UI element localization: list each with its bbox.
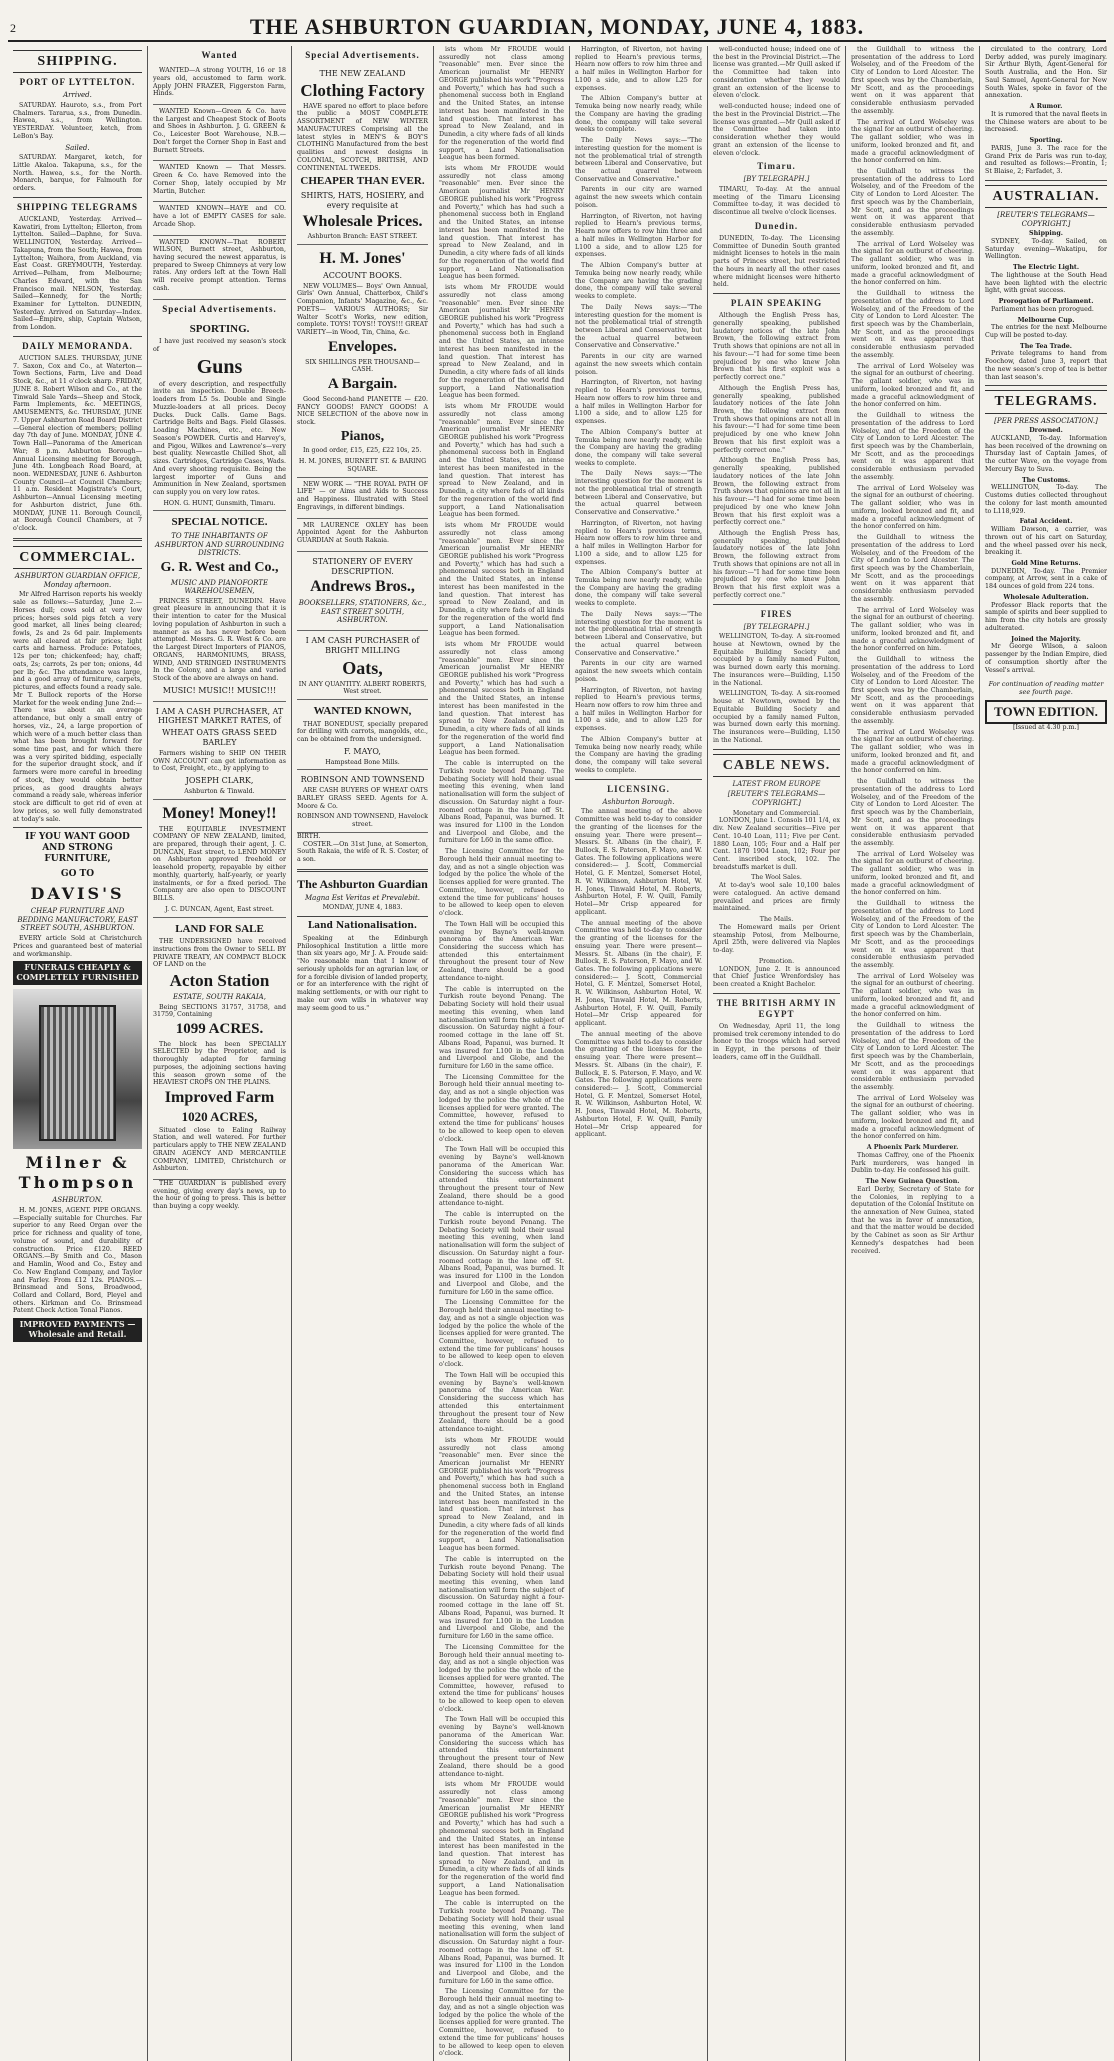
milner-subhead: ASHBURTON.: [52, 1196, 103, 1205]
melbourne-cup-text: The entries for the next Melbourne Cup will be posted to-day.: [985, 324, 1107, 339]
jones-ad: [297, 245, 428, 478]
column-2: [148, 46, 292, 2061]
mails-heading: The Mails.: [759, 916, 794, 924]
column-4: [434, 46, 570, 2061]
drowned-heading: Drowned.: [1029, 427, 1063, 435]
adulteration-heading: Wholesale Adulteration.: [1003, 593, 1089, 601]
tea-trade-heading: The Tea Trade.: [1020, 342, 1072, 350]
wanted-ad: [153, 105, 286, 161]
guardian-motto: Magna Est Veritas et Prevalebit.: [304, 893, 421, 902]
licensing-text: The annual meeting of the above Committee was held to-day to consider the granting of the licenses for the ensuing year. There were present—Messrs. St. Albans (in the chair), F. Bullock, E. S. Paterson, F. Mayo, and W. Gates. The following applications were considered:— J. Scott, Commercial Hotel, G. F. Mentzel, Somerset Hotel, R. W. Wilkinson, Ashburton Hotel, W. H. Jones, Tinwald Hotel, M. Roberts, Ashburton Hotel, F. W. Quill, Family Hotel—Mr Crisp appeared for applicant.: [575, 808, 702, 916]
continuation-note: For continuation of reading matter see fourth page.: [988, 680, 1104, 697]
money-ad: [153, 800, 286, 918]
editorial-text: ists whom Mr FROUDE would assuredly not class among "reasonable" men. Ever since the American journalist Mr HENRY GEORGE published his work "Progress and Poverty," which has had such a phenomenal success both in England and the United States, an intense interest has been manifested in the land question. That interest has spread to New Zealand, and in Dunedin, a city where fads of all kinds for the regeneration of the world find support, a Land Nationalisation League has been formed.: [439, 46, 564, 162]
licensing-continued: well-conducted house; indeed one of the best in the Provincial District.—The license was granted.—Mr Quill asked if the Committee had taken into consideration whether they would grant an extension of the license to eleven o'clock.: [713, 46, 840, 100]
aus-shipping-heading: Shipping.: [1029, 230, 1063, 238]
special-notice-title: SPECIAL NOTICE.: [171, 516, 268, 529]
borough-subhead: Ashburton Borough.: [602, 797, 675, 806]
fires-text: WELLINGTON, To-day. A six-roomed house at Newtown, owned by the Equitable Building Society and occupied by a family named Fulton, was burned down early this morning. The insurances were—Building, L150 in the National.: [713, 690, 840, 744]
guildhall-text: the Guildhall to witness the presentation of the address to Lord Wolseley, and of the Freedom of the City of London to Lord Alcester. The first speech was by the Chamberlain, Mr Scott, and as the proceedings went on it was apparent that considerable enthusiasm pervaded the assembly.: [851, 46, 974, 115]
jones-title: H. M. Jones': [319, 250, 406, 268]
west-subhead: MUSIC AND PIANOFORTE WAREHOUSEMEN,: [170, 578, 269, 596]
cash-text: Farmers wishing to SHIP ON THEIR OWN ACCOUNT can get information as to Cost, Freight, etc., by applying to: [153, 749, 286, 773]
news-item: Harrington, of Riverton, not having replied to Hearn's previous terms, Hearn now offers to row him three and a half miles in Wellington Harbor for L100 a side, and to allow L25 for expenses.: [575, 519, 702, 566]
news-item: The Daily News says:—"The interesting question for the moment is not the problematical trial of strength between Liberal and Conservative, but the actual quarrel between Conservative and Conservative.": [575, 303, 702, 350]
phoenix-park-text: Thomas Caffrey, one of the Phoenix Park murderers, was hanged in Dublin to-day. He confessed his guilt.: [851, 1151, 974, 1175]
column-7: [846, 46, 980, 2061]
news-item: The Albion Company's butter at Temuka being now nearly ready, while the Company are having the grading done, the company will take several weeks to complete.: [575, 428, 702, 467]
news-item: The cable is interrupted on the Turkish route beyond Penang. The Debating Society will hold their usual meeting this evening, when land nationalisation will form the subject of discussion. On Saturday night a four-roomed cottage in the lane off St. Albans Road, Papanui, was burned. It was insured for L100 in the London and Liverpool and Globe, and the furniture for L60 in the same office.: [439, 1900, 564, 1985]
oxley-text: MR LAURENCE OXLEY has been Appointed Agent for the Ashburton GUARDIAN at South Rakaia.: [297, 521, 428, 545]
memoranda-text: AUCTION SALES. THURSDAY, JUNE 7. Saxon, Cox and Co., at Waterton—Town Sections, Farm, Live and Dead Stock, &c., at 11 o'clock sharp. FRIDAY, JUNE 8. Robert Wilson and Co., at the Tinwald Sale Yards—Sheep and Stock, Farm Implements, &c. MEETINGS, AMUSEMENTS, &c. THURSDAY, JUNE 7. Upper Ashburton Road Board District—General election of members; polling day 7th day of June. MONDAY, JUNE 4. Town Hall—Panorama of the American War; 8 p.m. Ashburton Borough—Annual Licensing meeting for Borough, June 4th. Longbeach Road Board, at noon. WEDNESDAY, JUNE 6. Ashburton County Council—at Council Chambers; 11 a.m. Resident Magistrate's Court, Ashburton—Annual Licensing meeting for Ashburton district, June 6th. MONDAY, JUNE 11. Borough Council, at Borough Council Chambers, at 7 o'clock.: [13, 354, 142, 533]
acres-figure: 1099 ACRES.: [175, 1020, 264, 1037]
guardian-nameplate: The Ashburton Guardian: [297, 876, 428, 891]
arrived-text: SATURDAY. Hauroto, s.s., from Port Chalmers. Tararua, s.s., from Dunedin. Hawea, s.s., from Wellington. YESTERDAY. Volunteer, ketch, from LeBon's Bay.: [13, 101, 142, 140]
guildhall-text: the Guildhall to witness the presentation of the address to Lord Wolseley, and of the Freedom of the City of London to Lord Alcester. The first speech was by the Chamberlain, Mr Scott, and as the proceedings went on it was apparent that considerable enthusiasm pervaded the assembly.: [851, 778, 974, 847]
column-5: [570, 46, 708, 2061]
british-army-heading: THE BRITISH ARMY IN EGYPT: [716, 997, 837, 1019]
commercial-text: Mr Alfred Harrison reports his weekly sale as follows:—Saturday, June 2.—Horses dull; cows sold at very low prices; horses sold pigs fetch a very good market, all lines being cleared; fowls, 2s and 2s 6d pair. Implements were all cleared at fair prices; light carts and harness. Produce: Potatoes, 12s per ton; chickenfeed; hay, chaff; oats, 2s; carrots, 2s per ton; onions, 4d per lb; &c. The attendance was large, and a good array of furniture, carpets, pictures, and effects found a ready sale. Mr T. Bullock reports of the Horse Market for the week ending June 2nd:—There was about an average attendance, but only a small entry of horses, viz., 24, a large proportion of which were of a much better class than what has been brought forward for some time past, and for which there was a very spirited bidding, especially for the superior draught stock, and if farmers were more careful in breeding of stock, they would obtain better prices, as good draughts always command a ready sale, whereas inferior stock are difficult to get rid of even at low prices, so well fully demonstrated at today's sale.: [13, 591, 142, 823]
wool-heading: The Wool Sales.: [751, 874, 802, 882]
telegrams-tag: [PER PRESS ASSOCIATION.]: [994, 416, 1098, 425]
news-item: Parents in our city are warned against the new sweets which contain poison.: [575, 186, 702, 209]
funerals-banner: FUNERALS CHEAPLY & COMPLETELY FURNISHED: [13, 961, 142, 985]
licensing-heading: LICENSING.: [607, 783, 670, 794]
west-ad: [153, 511, 286, 701]
timaru-text: TIMARU, To-day. At the annual meeting of the Timaru Licensing Committee to-day, it was decided to discontinue all twelve o'clock licenses.: [713, 185, 840, 217]
improved-acres: 1020 ACRES,: [181, 1108, 258, 1124]
electric-light-text: The lighthouse at the South Head have been lighted with the electric light, with great success.: [985, 271, 1107, 295]
west-name: G. R. West and Co.,: [160, 559, 279, 575]
sporting-title: SPORTING.: [189, 322, 250, 335]
acton-title: Acton Station: [169, 971, 270, 991]
commercial-subhead: ASHBURTON GUARDIAN OFFICE, Monday afternoon.: [14, 572, 141, 589]
column-1: [8, 46, 148, 2061]
shipping-heading: SHIPPING.: [13, 50, 142, 73]
birth-heading: BIRTH.: [297, 832, 321, 840]
new-guinea-heading: The New Guinea Question.: [865, 1178, 960, 1186]
guns-text: of every description, and respectfully invite an inspection. Double Breech-loaders from L5 5s. Double and Single Muzzle-loaders at all prices. Decoy Ducks. Duck Calls. Game Bags. Cartridge Belts and Bags. Field Glasses. Loading Machines, etc., etc. New Season's POWDER. Curtis and Harvey's, and Pigou, Wilkes and Lawrence's—very best quality. Newcastle Chilled Shot, all sizes. Cartridges, Cartridge Cases, Wads. And every shooting requisite. Being the largest importer of Guns and Ammunition in New Zealand, sportsmen can supply you on very low rates.: [153, 380, 286, 497]
wanted-ad-text: WANTED—A strong YOUTH, 16 or 18 years old, accustomed to farm work. Apply JOHN FRAZER, Figgerston Farm, Hinds.: [153, 67, 286, 98]
guildhall-text: The arrival of Lord Wolseley was the signal for an outburst of cheering. The gallant soldier, who was in uniform, looked bronzed and fit, and made a graceful acknowledgment of the honor conferred on him.: [851, 1094, 974, 1141]
plain-speaking-text: Although the English Press has, generally speaking, published laudatory notices of the late John Brown, the following extract from Truth shows that opinions are not all in his favour:—"I had for some time been prejudiced by one who knew John Brown that his first exploit was a perfectly correct one.": [713, 312, 840, 382]
monetary-heading: Monetary and Commercial.: [732, 809, 821, 817]
news-item: Harrington, of Riverton, not having replied to Hearn's previous terms, Hearn now offers to row him three and a half miles in Wellington Harbor for L100 a side, and to allow L25 for expenses.: [575, 379, 702, 426]
pianos-text: In good order, £15, £25, £22 10s, 25.: [303, 447, 422, 455]
wholesale-title: Wholesale Prices.: [302, 212, 423, 230]
guildhall-text: the Guildhall to witness the presentation of the address to Lord Wolseley, and of the Freedom of the City of London to Lord Alcester. The first speech was by the Chamberlain, Mr Scott, and as the proceedings went on it was apparent that considerable enthusiasm pervaded the assembly.: [851, 534, 974, 603]
wanted-ad-text: WANTED KNOWN—That ROBERT WILSON, Burnett street, Ashburton, having secured the newest apparatus, is prepared to Sweep Chimneys at very low rates. Any orders left at the Town Hall will receive prompt attention. Terms cash.: [153, 238, 286, 292]
cheaper-line: CHEAPER THAN EVER.: [300, 175, 425, 188]
timaru-heading: Timaru.: [757, 161, 796, 172]
australian-heading: AUSTRALIAN.: [985, 185, 1107, 208]
masthead: [8, 6, 1106, 42]
news-item: The Town Hall will be occupied this evening by Bayne's well-known panorama of the American War. Considering the success which has attended this entertainment throughout the present tour of New Zealand, there should be a good attendance to-night.: [439, 1146, 564, 1208]
news-item: The Daily News says:—"The interesting question for the moment is not the problematical trial of strength between Liberal and Conservative, but the actual quarrel between Conservative and Conservative.": [575, 137, 702, 183]
guildhall-text: the Guildhall to witness the presentation of the address to Lord Wolseley, and of the Freedom of the City of London to Lord Alcester. The first speech was by the Chamberlain, Mr Scott, and as the proceedings went on it was apparent that considerable enthusiasm pervaded the assembly.: [851, 412, 974, 481]
adulteration-text: Professor Black reports that the sample of spirits and beer supplied to him from the city hotels are grossly adulterated.: [985, 601, 1107, 632]
special-ads-heading: Special Advertisements.: [162, 303, 277, 314]
robinson-ad: [297, 770, 428, 833]
news-item: Parents in our city are warned against the new sweets which contain poison.: [575, 660, 702, 683]
sailed-text: SATURDAY. Margaret, ketch, for Little Akaloa. Takapuna, s.s., for the North. Hawea, s.s., for the North. Monarch, barque, for Falmouth for orders.: [13, 154, 142, 193]
guildhall-text: the Guildhall to witness the presentation of the address to Lord Wolseley, and of the Freedom of the City of London to Lord Alcester. The first speech was by the Chamberlain, Mr Scott, and as the proceedings went on it was apparent that considerable enthusiasm pervaded the assembly.: [851, 290, 974, 359]
news-item: The Daily News says:—"The interesting question for the moment is not the problematical trial of strength between Liberal and Conservative, but the actual quarrel between Conservative and Conservative.": [575, 470, 702, 517]
guardian-note: THE GUARDIAN is published every evening, giving every day's news, up to the hour of going to press. This is better than buying a copy weekly.: [153, 1179, 286, 1211]
money-signature: J. C. DUNCAN, Agent, East street.: [165, 905, 274, 913]
guildhall-text: The arrival of Lord Wolseley was the signal for an outburst of cheering. The gallant soldier, who was in uniform, looked bronzed and fit, and made a graceful acknowledgment of the honor conferred on him.: [851, 972, 974, 1019]
sporting-heading: Sporting.: [1029, 137, 1063, 145]
rumor-text: It is rumored that the naval fleets in the Chinese waters are about to be increased.: [985, 110, 1107, 134]
organ-illustration: [13, 989, 142, 1149]
news-item: The Daily News says:—"The interesting question for the moment is not the problematical trial of strength between Liberal and Conservative, but the actual quarrel between Conservative and Conservative.": [575, 610, 702, 657]
parliament-text: Parliament has been prorogued.: [991, 305, 1094, 313]
news-item: The Albion Company's butter at Temuka being now nearly ready, while the Company are having the grading done, the company will take several weeks to complete.: [575, 569, 702, 608]
news-item: The Licensing Committee for the Borough held their annual meeting to-day, and as not a single objection was lodged by the police the whole of the licenses applied for were granted. The Committee, however, refused to extend the time for publicans' houses to be allowed to keep open to eleven o'clock.: [439, 1073, 564, 1143]
column-6: [708, 46, 846, 2061]
davis-subhead: CHEAP FURNITURE AND BEDDING MANUFACTORY, EAST STREET SOUTH, ASHBURTON.: [17, 907, 138, 933]
land-nationalisation-text: Speaking at the Edinburgh Philosophical Institution a little more than six years ago, Mr J. A. Froude said: "No reasonable man that I know of seriously upholds for an agrarian law, or for a forcible division of landed property, or for an interference with the right of making settlements, or with our right to make our own wills in whatever way may seem good to us.": [297, 934, 428, 1012]
news-item: The Licensing Committee for the Borough held their annual meeting to-day, and as not a single objection was lodged by the police the whole of the licenses applied for were granted. The Committee, however, refused to extend the time for publicans' houses to be allowed to keep open to eleven o'clock.: [439, 1299, 564, 1369]
dunedin-heading: Dunedin.: [754, 220, 799, 231]
new-guinea-text: Earl Derby, Secretary of State for the Colonies, in replying to a deputation of the Colonial Institute on the annexation of New Guinea, stated that he was in favor of annexation, and that the matter would be decided by the Cabinet as soon as Sir Arthur Kennedy's despatches had been received.: [851, 1185, 974, 1255]
port-heading: PORT OF LYTTELTON.: [19, 77, 136, 88]
wanted-known-text: THAT BONEDUST, specially prepared for drilling with carrots, mangolds, etc., can be obtained from the undersigned.: [297, 720, 428, 744]
news-item: The Albion Company's butter at Temuka being now nearly ready, while the Company are having the grading done, the company will take several weeks to complete.: [575, 95, 702, 134]
newspaper-title: THE ASHBURTON GUARDIAN, MONDAY, JUNE 4, 1883.: [249, 14, 865, 39]
guildhall-text: The arrival of Lord Wolseley was the signal for an outburst of cheering. The gallant soldier, who was in uniform, looked bronzed and fit, and made a graceful acknowledgment of the honor conferred on him.: [851, 240, 974, 287]
commercial-heading: COMMERCIAL.: [13, 546, 142, 569]
majority-text: Mr George Wilson, a saloon passenger by the Indian Empire, died of consumption shortly after the Vessel's arrival.: [985, 643, 1107, 674]
cash-heading: I AM A CASH PURCHASER, AT HIGHEST MARKET RATES, of: [155, 706, 284, 726]
fatal-accident-heading: Fatal Accident.: [1019, 518, 1073, 526]
arrived-heading: Arrived.: [63, 91, 92, 100]
cable-tag: [REUTER'S TELEGRAMS—COPYRIGHT.]: [727, 790, 826, 807]
news-item: The Licensing Committee for the Borough held their annual meeting to-day, and as not a single objection was lodged by the police the whole of the licenses applied for were granted. The Committee, however, refused to extend the time for publicans' houses to be allowed to keep open to eleven o'clock.: [439, 1643, 564, 1713]
memoranda-heading: DAILY MEMORANDA.: [22, 340, 133, 351]
promotion-heading: Promotion.: [758, 957, 795, 965]
branch-line: Ashburton Branch: EAST STREET.: [307, 233, 418, 241]
guildhall-text: the Guildhall to witness the presentation of the address to Lord Wolseley, and of the Freedom of the City of London to Lord Alcester. The first speech was by the Chamberlain, Mr Scott, and as the proceedings went on it was apparent that considerable enthusiasm pervaded the assembly.: [851, 900, 974, 969]
editorial-text: ists whom Mr FROUDE would assuredly not class among "reasonable" men. Ever since the American journalist Mr HENRY GEORGE published his work "Progress and Poverty," which has had such a phenomenal success both in England and the United States, an intense interest has been manifested in the land question. That interest has spread to New Zealand, and in Dunedin, a city where fads of all kinds for the regeneration of the world find support, a Land Nationalisation League has been formed.: [439, 165, 564, 281]
mails-text: The Homeward mails per Orient steamship Potosi, from Melbourne, April 25th, were delivered via Naples to-day.: [713, 923, 840, 955]
acton-text: Being SECTIONS 31757, 31758, and 31759, Containing: [153, 1003, 286, 1019]
plain-speaking-text: Although the English Press has, generally speaking, published laudatory notices of the late John Brown, the following extract from Truth shows that opinions are not all in his favour:—"I had for some time been prejudiced by one who knew John Brown that his first exploit was a perfectly correct one.": [713, 457, 840, 527]
envelopes-sub: SIX SHILLINGS PER THOUSAND—CASH.: [305, 358, 420, 374]
cash-items: WHEAT OATS GRASS SEED BARLEY: [162, 728, 277, 748]
davis-name: DAVIS'S: [30, 883, 125, 903]
editorial-text: ists whom Mr FROUDE would assuredly not class among "reasonable" men. Ever since the American journalist Mr HENRY GEORGE published his work "Progress and Poverty," which has had such a phenomenal success both in England and the United States, an intense interest has been manifested in the land question. That interest has spread to New Zealand, and in Dunedin, a city where fads of all kinds for the regeneration of the world find support, a Land Nationalisation League has been formed.: [439, 403, 564, 519]
special-notice-subhead: TO THE INHABITANTS OF ASHBURTON AND SURROUNDING DISTRICTS.: [154, 532, 284, 558]
columns: [8, 46, 1107, 2058]
guildhall-text: the Guildhall to witness the presentation of the address to Lord Wolseley, and of the Freedom of the City of London to Lord Alcester. The first speech was by the Chamberlain, Mr Scott, and as the proceedings went on it was apparent that considerable enthusiasm pervaded the assembly.: [851, 168, 974, 237]
wanted-ad: [153, 236, 286, 300]
jones-text: NEW VOLUMES— Boys' Own Annual, Girls' Own Annual, Chatterbox, Child's Companion, Infants' Magazine, &c., &c. POETS— VARIOUS AUTHORS; Sir Walter Scott's Works, new edition, complete. TOYS! TOYS!! TOYS!!! GREAT VARIETY—in Wood, Tin, China, &c.: [297, 282, 428, 337]
new-work-text: NEW WORK — "THE ROYAL PATH OF LIFE" — or Aims and Aids to Success and Happiness. Illustrated with Steel Engravings, in different bindings.: [297, 480, 428, 511]
news-item: ists whom Mr FROUDE would assuredly not class among "reasonable" men. Ever since the American journalist Mr HENRY GEORGE published his work "Progress and Poverty," which has had such a phenomenal success both in England and the United States, an intense interest has been manifested in the land question. That interest has spread to New Zealand, and in Dunedin, a city where fads of all kinds for the regeneration of the world find support, a Land Nationalisation League has been formed.: [439, 1436, 564, 1553]
music-line: MUSIC! MUSIC!! MUSIC!!!: [162, 685, 277, 695]
australian-tag: [REUTER'S TELEGRAMS—COPYRIGHT.]: [997, 210, 1095, 228]
west-text: PRINCES STREET, DUNEDIN. Have great pleasure in announcing that it is their intention to cater for the Musical loving population of Ashburton in such a manner as as has never before been attempted. Messrs. G. R. West & Co. are the Largest Direct Importers of PIANOS, ORGANS, HARMONIUMS, BRASS, WIND, AND STRINGED INSTRUMENTS In the Colony, and a large and varied Stock of the above are always on hand.: [153, 597, 286, 683]
news-item: The Albion Company's butter at Temuka being now nearly ready, while the Company are having the grading done, the company will take several weeks to complete.: [575, 735, 702, 774]
cable-text: LONDON, June 1. Consols 101 1/4, ex div. New Zealand securities—Five per Cent. 10-40 Loan, 111; Five per Cent. 1880 Loan, 105; Four and a Half per Cent. 1870 1904 Loan, 102; Four per Cent. inscribed stock, 102. The breadstuffs market is dull.: [713, 817, 840, 871]
rumor-heading: A Rumor.: [1029, 103, 1063, 111]
guns-intro: I have just received my season's stock of: [153, 338, 286, 353]
account-books: ACCOUNT BOOKS.: [322, 270, 403, 280]
mayo-sub: Hampstead Bone Mills.: [325, 758, 400, 766]
pianos-signature: H. M. JONES, BURNETT ST. & BARING SQUARE.: [298, 458, 427, 473]
drowned-text: AUCKLAND, To-day. Information has been received of the drowning on Thursday last of Captain James, of the cutter Wave, on the voyage from Mercury Bay to Suva.: [985, 434, 1107, 473]
wanted-heading: Wanted: [201, 50, 238, 60]
furniture-ad-heading: IF YOU WANT GOOD AND STRONG FURNITURE,: [25, 832, 130, 865]
fatal-accident-text: William Dawson, a carrier, was thrown out of his cart on Saturday, and the wheel passed over his neck, breaking it.: [985, 526, 1107, 557]
stationery-title: STATIONERY OF EVERY DESCRIPTION.: [312, 556, 413, 576]
page-number: 2: [10, 21, 17, 35]
column-3: [292, 46, 434, 2061]
british-army-text: On Wednesday, April 11, the long promised trek ceremony intended to do honor to the troops which had served in Egypt, in the persons of their leaders, came off in the Guildhall.: [713, 1022, 840, 1061]
news-item: Harrington, of Riverton, not having replied to Hearn's previous terms, Hearn now offers to row him three and a half miles in Wellington Harbor for L100 a side, and to allow L25 for expenses.: [575, 46, 702, 92]
milner-text: H. M. JONES, AGENT. PIPE ORGANS.—Especially suitable for Churches. Far superior to any Reed Organ over the price for richness and quality of tone, volume of sound, and durability of construction. Price £120. REED ORGANS.—By Smith and Co., Mason and Hamlin, Wood and Co., Estey and Co. New England Company, and Taylor and Farley. From £12 12s. PIANOS.—Brinsmead and Sons, Broadwood, Collard and Collard, Bord, Pleyel and others. Kirkman and Co. Brinsmead Patent Check Action Tonal Pianos.: [13, 1206, 142, 1315]
news-item: The Town Hall will be occupied this evening by Bayne's well-known panorama of the American War. Considering the success which has attended this entertainment throughout the present tour of New Zealand, there should be a good attendance to-night.: [439, 920, 564, 982]
aus-shipping-text: SYDNEY, To-day. Sailed, on Saturday evening—Wakatipu, for Wellington.: [985, 237, 1107, 261]
acton-text-2: The block has been SPECIALLY SELECTED by the Proprietor, and is thoroughly adapted for farming purposes, the adjoining sections having this season grown some of the HEAVIEST CROPS ON THE PLAINS.: [153, 1040, 286, 1087]
cash-place: Ashburton & Tinwald.: [184, 787, 255, 795]
robinson-text: ARE CASH BUYERS OF WHEAT OATS BARLEY GRASS SEED. Agents for A. Moore & Co.: [297, 787, 428, 810]
news-item: Harrington, of Riverton, not having replied to Hearn's previous terms, Hearn now offers to row him three and a half miles in Wellington Harbor for L100 a side, and to allow L25 for expenses.: [575, 212, 702, 259]
guildhall-text: The arrival of Lord Wolseley was the signal for an outburst of cheering. The gallant soldier, who was in uniform, looked bronzed and fit, and made a graceful acknowledgment of the honor conferred on him.: [851, 118, 974, 165]
wanted-known-title: WANTED KNOWN,: [313, 705, 412, 718]
news-item: The Licensing Committee for the Borough held their annual meeting to-day, and as not a single objection was lodged by the police the whole of the licenses applied for were granted. The Committee, however, refused to extend the time for publicans' houses to be allowed to keep open to eleven o'clock.: [439, 1988, 564, 2058]
clothing-ad: [297, 64, 428, 245]
fires-heading: FIRES: [760, 608, 793, 619]
customs-heading: The Customs.: [1021, 476, 1071, 484]
special-ads-heading: Special Advertisements.: [305, 50, 420, 60]
new-work-ad: [297, 478, 428, 519]
cash-purchaser-ad: [153, 702, 286, 800]
shipping-telegrams-heading: SHIPPING TELEGRAMS: [16, 201, 139, 212]
guildhall-text: The arrival of Lord Wolseley was the signal for an outburst of cheering. The gallant soldier, who was in uniform, looked bronzed and fit, and made a graceful acknowledgment of the honor conferred on him.: [851, 484, 974, 531]
milner-footer: IMPROVED PAYMENTS — Wholesale and Retail.: [13, 1318, 142, 1342]
andrews-subhead: BOOKSELLERS, STATIONERS, &c., EAST STREET SOUTH, ASHBURTON.: [298, 599, 427, 625]
guns-signature: HON. G. HUNT, Gunsmith, Timaru.: [163, 499, 276, 507]
melbourne-cup-heading: Melbourne Cup.: [1017, 316, 1075, 324]
plain-speaking-heading: PLAIN SPEAKING: [730, 298, 823, 309]
guildhall-text: The arrival of Lord Wolseley was the signal for an outburst of cheering. The gallant soldier, who was in uniform, looked bronzed and fit, and made a graceful acknowledgment of the honor conferred on him.: [851, 850, 974, 897]
clothing-text: HAVE spared no effort to place before the public a MOST COMPLETE ASSORTMENT of NEW WINTER MANUFACTURES Comprising all the latest styles in MEN'S & BOY'S CLOTHING Manufactured from the best qualities and newest designs in COLONIAL, SCOTCH, BRITISH, AND CONTINENTAL TWEEDS.: [297, 102, 428, 172]
town-edition-time: [Issued at 4.30 p.m.]: [1013, 724, 1079, 732]
robinson-signature: ROBINSON AND TOWNSEND, Havelock street.: [297, 813, 428, 829]
mayo-name: F. MAYO,: [344, 746, 381, 756]
clothing-title: Clothing Factory: [300, 80, 425, 100]
licensing-continued: well-conducted house; indeed one of the best in the Provincial District.—The license was granted.—Mr Quill asked if the Committee had taken into consideration whether they would grant an extension of the license to eleven o'clock.: [713, 103, 840, 157]
oats-title: Oats,: [342, 657, 383, 678]
timaru-tag: [BY TELEGRAPH.]: [743, 175, 810, 184]
wanted-ad-text: WANTED Known — That Messrs. Green & Co. have Removed into the Corner Shop, lately occupied by Mr Martin, Butcher.: [153, 164, 286, 195]
oats-text: IN ANY QUANTITY. ALBERT ROBERTS, West street.: [298, 680, 427, 696]
bargain-title: A Bargain.: [327, 376, 398, 393]
parliament-heading: Prorogation of Parliament.: [998, 298, 1094, 306]
wanted-ad: [153, 64, 286, 105]
shirts-line: SHIRTS, HATS, HOSIERY, and every requisite at: [300, 190, 425, 210]
wool-text: At to-day's wool sale 10,100 bales were catalogued. An active demand prevailed and prices are firmly maintained.: [713, 882, 840, 913]
money-title: Money! Money!!: [162, 804, 277, 822]
improved-farm-title: Improved Farm: [164, 1089, 275, 1107]
birth-text: COSTER.—On 31st June, at Somerton, South Rakaia, the wife of R. S. Coster, of a son.: [297, 840, 428, 864]
gold-mine-heading: Gold Mine Returns.: [1011, 559, 1081, 567]
wanted-ad-text: WANTED Known—Green & Co. have the Largest and Cheapest Stock of Boots and Shoes in Ashburton. J. G. GREEN & Co., Leicester Boot Warehouse, N.B.—Don't forget the Corner Shop in East and Burnett Streets.: [153, 108, 286, 154]
pianos-title: Pianos,: [340, 428, 385, 444]
licensing-text: The annual meeting of the above Committee was held to-day to consider the granting of the licenses for the ensuing year. There were present—Messrs. St. Albans (in the chair), F. Bullock, E. S. Paterson, F. Mayo, and W. Gates. The following applications were considered:— J. Scott, Commercial Hotel, G. F. Mentzel, Somerset Hotel, R. W. Wilkinson, Ashburton Hotel, W. H. Jones, Tinwald Hotel, M. Roberts, Ashburton Hotel, F. W. Quill, Family Hotel—Mr Crisp appeared for applicant.: [575, 1030, 702, 1139]
news-item: The Town Hall will be occupied this evening by Bayne's well-known panorama of the American War. Considering the success which has attended this entertainment throughout the present tour of New Zealand, there should be a good attendance to-night.: [439, 1716, 564, 1778]
acton-subhead: ESTATE, SOUTH RAKAIA,: [173, 992, 266, 1001]
news-item: The Albion Company's butter at Temuka being now nearly ready, while the Company are having the grading done, the company will take several weeks to complete.: [575, 262, 702, 301]
sailed-heading: Sailed.: [65, 143, 90, 152]
cable-subhead: LATEST FROM EUROPE: [732, 779, 821, 788]
land-nationalisation-heading: Land Nationalisation.: [307, 920, 418, 931]
davis-text: EVERY article Sold at Christchurch Prices and guaranteed best of material and workmanship.: [13, 935, 142, 958]
guardian-date: MONDAY, JUNE 4, 1883.: [322, 904, 403, 912]
news-item: Parents in our city are warned against the new sweets which contain poison.: [575, 353, 702, 376]
majority-heading: Joined the Majority.: [1011, 635, 1081, 643]
customs-text: WELLINGTON, To-day. The Customs duties collected throughout the colony for last month amounted to L118,929.: [985, 484, 1107, 515]
news-item: The cable is interrupted on the Turkish route beyond Penang. The Debating Society will hold their usual meeting this evening, when land nationalisation will form the subject of discussion. On Saturday night a four-roomed cottage in the lane off St. Albans Road, Papanui, was burned. It was insured for L100 in the London and Liverpool and Globe, and the furniture for L60 in the same office.: [439, 760, 564, 845]
plain-speaking-text: Although the English Press has, generally speaking, published laudatory notices of the late John Brown, the following extract from Truth shows that opinions are not all in his favour:—"I had for some time been prejudiced by one who knew John Brown that his first exploit was a perfectly correct one.": [713, 529, 840, 599]
column-8: [980, 46, 1112, 2061]
oats-ad: [297, 631, 428, 700]
land-sale-ad: [153, 918, 286, 1180]
guns-ad: [153, 318, 286, 512]
milner-thompson-name: Milner & Thompson: [18, 1152, 137, 1192]
sporting-text: PARIS, June 3. The race for the Grand Prix de Paris was run to-day, and resulted as follows:—Frontin, 1; St Blaise, 2; Farfadet, 3.: [985, 144, 1107, 176]
robinson-title: ROBINSON AND TOWNSEND: [300, 775, 425, 785]
guildhall-text: The arrival of Lord Wolseley was the signal for an outburst of cheering. The gallant soldier, who was in uniform, looked bronzed and fit, and made a graceful acknowledgment of the honor conferred on him.: [851, 606, 974, 653]
guildhall-text: The arrival of Lord Wolseley was the signal for an outburst of cheering. The gallant soldier, who was in uniform, looked bronzed and fit, and made a graceful acknowledgment of the honor conferred on him.: [851, 728, 974, 775]
news-item: The cable is interrupted on the Turkish route beyond Penang. The Debating Society will hold their usual meeting this evening, when land nationalisation will form the subject of discussion. On Saturday night a four-roomed cottage in the lane off St. Albans Road, Papanui, was burned. It was insured for L100 in the London and Liverpool and Globe, and the furniture for L60 in the same office.: [439, 1211, 564, 1296]
land-sale-text: THE UNDERSIGNED have received instructions from the Owner to SELL BY PRIVATE TREATY, AN COMPACT BLOCK OF LAND on the: [153, 938, 286, 969]
bargain-text: Good Second-hand PIANETTE — £20. FANCY GOODS! FANCY GOODS! A NICE SELECTION of the above now in stock.: [297, 395, 428, 426]
telegrams-heading: TELEGRAMS.: [985, 390, 1107, 413]
shipping-telegrams-text: AUCKLAND, Yesterday. Arrived—Kawatiri, from Lyttelton; Ellerton, from Lyttelton. Sailed—Daphne, for Suva. WELLINGTON, Yesterday. Arrived—Takapuna, from the South; Hawea, from Lyttelton; Waihora, from Auckland, via East Coast. GREYMOUTH, Yesterday. Arrived—Pelham, from Melbourne; Charles Edward, with the San Francisco mail. NELSON, Yesterday. Sailed—Kennedy, for the North; Examiner for Lyttelton. DUNEDIN, Yesterday. Arrived on Saturday—Index. Sailed—Empire, ship, Captain Watson, from London.: [13, 215, 142, 332]
wanted-ad: [153, 202, 286, 235]
cash-signature: JOSEPH CLARK,: [185, 776, 254, 786]
promotion-text: LONDON, June 2. It is announced that Chief Justice Wrenfordsley has been created a Knight Bachelor.: [713, 965, 840, 989]
town-edition-label: TOWN EDITION.: [985, 700, 1107, 724]
guildhall-text: the Guildhall to witness the presentation of the address to Lord Wolseley, and of the Freedom of the City of London to Lord Alcester. The first speech was by the Chamberlain, Mr Scott, and as the proceedings went on it was apparent that considerable enthusiasm pervaded the assembly.: [851, 656, 974, 725]
envelopes-title: Envelopes.: [328, 338, 397, 355]
editorial-text: ists whom Mr FROUDE would assuredly not class among "reasonable" men. Ever since the American journalist Mr HENRY GEORGE published his work "Progress and Poverty," which has had such a phenomenal success both in England and the United States, an intense interest has been manifested in the land question. That interest has spread to New Zealand, and in Dunedin, a city where fads of all kinds for the regeneration of the world find support, a Land Nationalisation League has been formed.: [439, 284, 564, 400]
oxley-ad: [297, 519, 428, 552]
guildhall-text: the Guildhall to witness the presentation of the address to Lord Wolseley, and of the Freedom of the City of London to Lord Alcester. The first speech was by the Chamberlain, Mr Scott, and as the proceedings went on it was apparent that considerable enthusiasm pervaded the assembly.: [851, 1022, 974, 1091]
cable-news-heading: CABLE NEWS.: [713, 754, 840, 777]
gold-mine-text: DUNEDIN, To-day. The Premier company, at Arrow, sent in a cake of 184 ounces of gold from 224 tons.: [985, 567, 1107, 591]
news-item: ists whom Mr FROUDE would assuredly not class among "reasonable" men. Ever since the American journalist Mr HENRY GEORGE published his work "Progress and Poverty," which has had such a phenomenal success both in England and the United States, an intense interest has been manifested in the land question. That interest has spread to New Zealand, and in Dunedin, a city where fads of all kinds for the regeneration of the world find support, a Land Nationalisation League has been formed.: [439, 1781, 564, 1897]
phoenix-park-heading: A Phoenix Park Murderer.: [866, 1144, 959, 1152]
guildhall-text: The arrival of Lord Wolseley was the signal for an outburst of cheering. The gallant soldier, who was in uniform, looked bronzed and fit, and made a graceful acknowledgment of the honor conferred on him.: [851, 362, 974, 409]
news-item: The Town Hall will be occupied this evening by Bayne's well-known panorama of the American War. Considering the success which has attended this entertainment throughout the present tour of New Zealand, there should be a good attendance to-night.: [439, 1371, 564, 1434]
fires-text: WELLINGTON, To-day. A six-roomed house at Newtown, owned by the Equitable Building Society and occupied by a family named Fulton, was burned down early this morning. The insurances were—Building, L150 in the National.: [713, 633, 840, 687]
improved-text: Situated close to Ealing Railway Station, and well watered. For further particulars apply to THE NEW ZEALAND GRAIN AGENCY AND MERCANTILE COMPANY, LIMITED, Christchurch or Ashburton.: [153, 1126, 286, 1173]
money-text: THE EQUITABLE INVESTMENT COMPANY OF NEW ZEALAND, limited, are prepared, through their agent, J. C. DUNCAN, East street, to LEND MONEY on Ashburton approved freehold or leasehold property, repayable by either monthly, quarterly, half-yearly, or yearly instalments, or for a fixed period. The Company are also open to DISCOUNT BILLS.: [153, 825, 286, 903]
andrews-ad: [297, 552, 428, 631]
editorial-text: ists whom Mr FROUDE would assuredly not class among "reasonable" men. Ever since the American journalist Mr HENRY GEORGE published his work "Progress and Poverty," which has had such a phenomenal success both in England and the United States, an intense interest has been manifested in the land question. That interest has spread to New Zealand, and in Dunedin, a city where fads of all kinds for the regeneration of the world find support, a Land Nationalisation League has been formed.: [439, 522, 564, 638]
news-item: The cable is interrupted on the Turkish route beyond Penang. The Debating Society will hold their usual meeting this evening, when land nationalisation will form the subject of discussion. On Saturday night a four-roomed cottage in the lane off St. Albans Road, Papanui, was burned. It was insured for L100 in the London and Liverpool and Globe, and the furniture for L60 in the same office.: [439, 985, 564, 1070]
oats-intro: I AM CASH PURCHASER of BRIGHT MILLING: [305, 636, 420, 655]
dunedin-text: DUNEDIN, To-day. The Licensing Committee of Dunedin South granted midnight licenses to hotels in the main parts of Princes street, but restricted the hours in nearly all the other cases where midnight licenses were hitherto held.: [713, 234, 840, 289]
editorial-text: ists whom Mr FROUDE would assuredly not class among "reasonable" men. Ever since the American journalist Mr HENRY GEORGE published his work "Progress and Poverty," which has had such a phenomenal success both in England and the United States, an intense interest has been manifested in the land question. That interest has spread to New Zealand, and in Dunedin, a city where fads of all kinds for the regeneration of the world find support, a Land Nationalisation League has been formed.: [439, 641, 564, 757]
andrews-title: Andrews Bros.,: [310, 578, 415, 596]
licensing-text: The annual meeting of the above Committee was held to-day to consider the granting of the licenses for the ensuing year. There were present—Messrs. St. Albans (in the chair), F. Bullock, E. S. Paterson, F. Mayo, and W. Gates. The following applications were considered:— J. Scott, Commercial Hotel, G. F. Mentzel, Somerset Hotel, R. W. Wilkinson, Ashburton Hotel, W. H. Jones, Tinwald Hotel, M. Roberts, Ashburton Hotel, F. W. Quill, Family Hotel—Mr Crisp appeared for applicant.: [575, 919, 702, 1028]
fires-tag: [BY TELEGRAPH.]: [743, 622, 810, 631]
tea-trade-text: Private telegrams to hand from Foochow, dated June 3, report that the new season's crop of tea is better than last season's.: [985, 350, 1107, 381]
bonedust-ad: [297, 700, 428, 770]
guns-title: Guns: [196, 355, 243, 378]
land-sale-title: LAND FOR SALE: [175, 922, 264, 935]
go-to-text: GO TO: [60, 868, 95, 879]
wanted-ad-text: WANTED KNOWN—HAYE and CO. have a lot of EMPTY CASES for sale. Arcade Shop.: [153, 205, 286, 228]
nz-heading: THE NEW ZEALAND: [319, 69, 406, 79]
news-item: Harrington, of Riverton, not having replied to Hearn's previous terms, Hearn now offers to row him three and a half miles in Wellington Harbor for L100 a side, and to allow L25 for expenses.: [575, 686, 702, 733]
news-item: The Licensing Committee for the Borough held their annual meeting to-day, and as not a single objection was lodged by the police the whole of the licenses applied for were granted. The Committee, however, refused to extend the time for publicans' houses to be allowed to keep open to eleven o'clock.: [439, 848, 564, 918]
plain-speaking-text: Although the English Press has, generally speaking, published laudatory notices of the late John Brown, the following extract from Truth shows that opinions are not all in his favour:—"I had for some time been prejudiced by one who knew John Brown that his first exploit was a perfectly correct one.": [713, 384, 840, 454]
annexation-text: circulated to the contrary, Lord Derby added, was purely imaginary. Sir Arthur Blyth, Agent-General for South Australia, and the Hon. Sir Saul Samuel, Agent-General for New South Wales, spoke in favor of the annexation.: [985, 46, 1107, 100]
wanted-ad: [153, 161, 286, 202]
news-item: The cable is interrupted on the Turkish route beyond Penang. The Debating Society will hold their usual meeting this evening, when land nationalisation will form the subject of discussion. On Saturday night a four-roomed cottage in the lane off St. Albans Road, Papanui, was burned. It was insured for L100 in the London and Liverpool and Globe, and the furniture for L60 in the same office.: [439, 1555, 564, 1641]
electric-light-heading: The Electric Light.: [1012, 264, 1080, 272]
